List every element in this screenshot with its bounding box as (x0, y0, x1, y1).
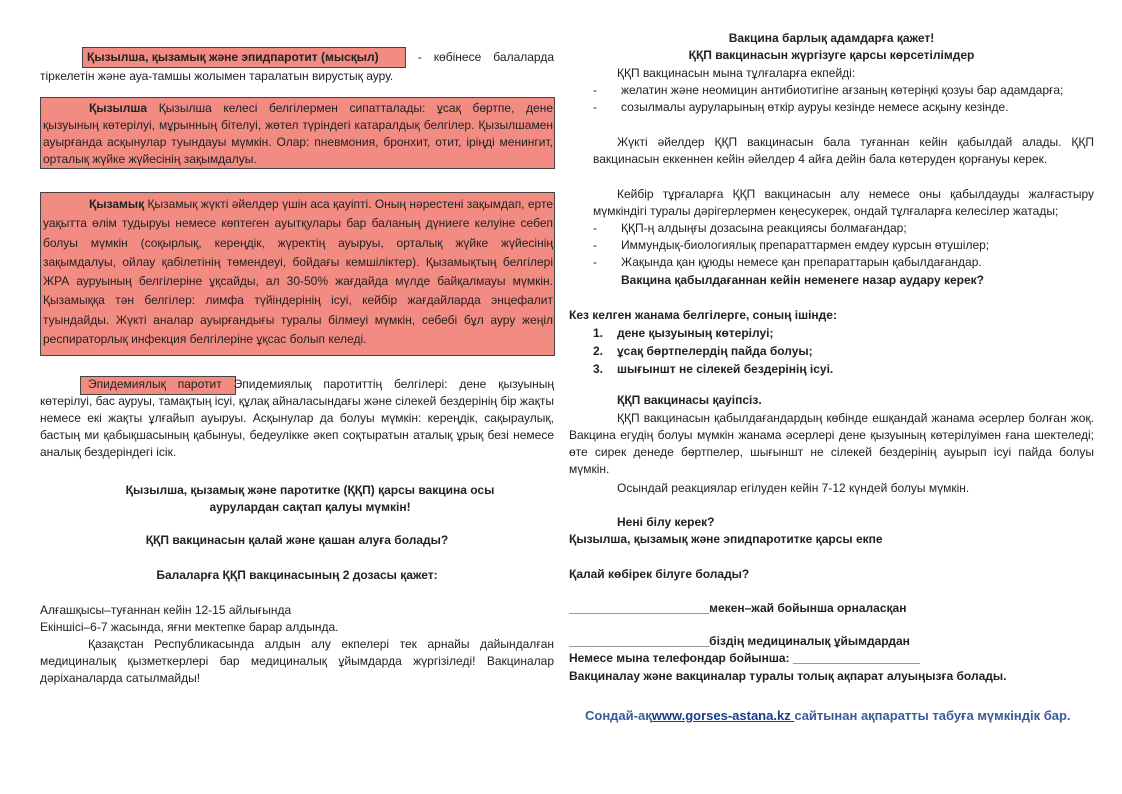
reactions-text: Осындай реакциялар егілуден кейін 7-12 күндей болуы мүмкін. (617, 481, 970, 495)
doctor-item: - ҚҚП-ң алдыңғы дозасына реакциясы болмағандар; (593, 220, 1093, 237)
safe-heading: ҚҚП вакцинасы қауіпсіз. (617, 393, 762, 407)
dose-1: Алғашқысы–туғаннан кейін 12-15 айлығында (40, 603, 292, 617)
measles-text: Қызылша келесі белгілермен сипатталады: ұсақ бөртпе, дене қызуының көтерілуі, мұрынның бітелуі, жөтел түріндегі катаралдық белгілер. Қызылшамен ауырғанда асқынулар туындауы мүмкін. Олар: пневмония, бронхит, отит, іріңді менингит, орталық жүйке жүйесінің зақымдалуы. (43, 101, 553, 166)
safe-paragraph: ҚҚП вакцинасын қабылдағандардың көбінде ешқандай жанама әсерлер болған жоқ. Вакцина егудің болуы мүмкін жанама әсерлері дене қызуының көтерілуімен ғана шектеледі; өте сирек денеде бөртпелер, шығыншт не сілекей бездерінің ауырып ісуі пайда болуы мүмкін. (569, 411, 1094, 476)
rubella-text: Қызамық жүкті әйелдер үшін аса қауіпті. Оның нәрестені зақымдап, ерте уақытта өлім тудыруы немесе көптеген ауытқулары бар баланың дүниеге келуіне себеп болуы мүмкін (соқырлық, кереңдік, жүректің ауыруы, орталық жүйке жүйесінің зақымдалуы, ойлау қабілетінің төмендеуі, бойдағы кемшіліктер). Қызамықтың белгілері ЖРА ауруының белгілеріне ұқсайды, ал 30-50% жағдайда мүлде байқалмауы мүмкін. Қызамыққа тән белгілер: лимфа түйіндерінің ісуі, кейбір жағдайларда энцефалит туындайды. Жүкті аналар ауырғандығы туралы білмеуі мүмкін, себебі бұл ауру жеңіл респираторлық инфекция белгілеріне ұқсас болып келеді. (43, 197, 553, 347)
measles-paragraph (41, 98, 554, 168)
full-info-text: Вакциналау және вакциналар туралы толық ақпарат алуыңызға болады. (569, 669, 1007, 683)
two-doses-heading: Балаларға ҚҚП вакцинасының 2 дозасы қажет: (156, 568, 438, 582)
doctor-item: - Жақында қан құюды немесе қан препараттарын қабылдағандар. (593, 254, 1093, 271)
dose-2: Екіншісі–6-7 жасында, яғни мектепке барар алдында. (40, 620, 339, 634)
contra-intro: ҚҚП вакцинасын мына тұлғаларға екпейді: (617, 66, 856, 80)
pregnant-paragraph: Жүкті әйелдер ҚҚП вакцинасын бала туғаннан кейін қабылдай алады. ҚҚП вакцинасын еккеннен кейін әйелдер 4 айға дейін бала көтеруден қорғануы керек. (593, 135, 1094, 166)
org-line: _____________________біздің медициналық ұйымдардан (569, 634, 910, 648)
contra-item: - желатин және неомицин антибиотигіне ағзаның көтеріңкі қозуы бар адамдарға; (593, 82, 1093, 99)
mumps-text: Эпидемиялық паротиттің белгілері: дене қызуының көтерілуі, бас ауруы, тамақтың ісуі, құлақ айналасындағы және сілекей бездерінің бір жақты немесе екі жақты ұлғайып ауыруы. Асқынулар да болуы мүмкін: кереңдік, сақыраулық, бастың ми қабықшасының қабынуы, бедеулікке әкеп соқтыратын аталық ұрық безі немесе аналық бездеріндегі ісік. (40, 377, 554, 459)
side-item: 1. дене қызуының көтерілуі; (593, 326, 774, 340)
footer-post: сайтынан ақпаратты табуға мүмкіндік бар. (794, 708, 1071, 723)
footer-pre: Сондай-ақ (585, 708, 652, 723)
right-title-1: Вакцина барлық адамдарға қажет! (728, 31, 935, 45)
mumps-title: Эпидемиялық паротит (88, 377, 234, 391)
rubella-title: Қызамық (89, 197, 145, 211)
address-line: _____________________мекен–жай бойынша орналасқан (569, 601, 907, 615)
rubella-box (40, 192, 555, 356)
website-link[interactable]: www.gorses-astana.kz (651, 708, 795, 723)
know-heading: Нені білу керек? (617, 515, 715, 529)
know-text: Қызылша, қызамық және эпидпаротитке қарсы екпе (569, 532, 883, 546)
doctor-list (593, 220, 1093, 271)
rubella-paragraph (41, 193, 554, 349)
kz-paragraph: Қазақстан Республикасында алдын алу екпелері тек арнайы дайындалған медициналық қызметкерлері бар медициналық ұйымдарда жүргізіледі! Вакциналар дәріханаларда сатылмайды! (40, 637, 554, 685)
contra-item: - созылмалы ауруларының өткір ауруы кезінде немесе асқыну кезінде. (593, 99, 1093, 116)
intro-highlight: Қызылша, қызамық және эпидпаротит (мысқыл) (82, 47, 406, 68)
learn-more-heading: Қалай көбірек білуге болады? (569, 567, 750, 581)
attention-heading: Вакцина қабылдағаннан кейін неменеге назар аудару керек? (621, 273, 984, 287)
measles-box (40, 97, 555, 169)
side-item: 2. ұсақ бөртпелердің пайда болуы; (593, 344, 813, 358)
doctor-paragraph: Кейбір тұрғаларға ҚҚП вакцинасын алу немесе оны қабылдауды жалғастыру мүмкіндігі туралы дәрігерлермен кеңесукерек, ондай тұлғаларға келесілер жатады; (593, 187, 1094, 218)
side-effects-heading: Кез келген жанама белгілерге, соның ішінде: (569, 308, 837, 322)
how-when-heading: ҚҚП вакцинасын қалай және қашан алуға болады? (145, 533, 449, 547)
contra-list (593, 82, 1093, 116)
measles-title: Қызылша (89, 101, 148, 115)
right-title-2: ҚҚП вакцинасын жүргізуге қарсы көрсетілімдер (688, 48, 975, 62)
mumps-paragraph (40, 376, 554, 461)
vaccine-protect-heading: Қызылша, қызамық және паротитке (ҚҚП) қарсы вакцина осы аурулардан сақтап қалуы мүмкін! (125, 483, 495, 514)
doctor-item: - Иммундық-биологиялық препараттармен емдеу курсын өтушілер; (593, 237, 1093, 254)
side-item: 3. шығыншт не сілекей бездерінің ісуі. (593, 362, 834, 376)
footer-line (585, 708, 1071, 723)
side-effects-list (593, 324, 1073, 378)
intro-paragraph (40, 47, 554, 85)
phone-line: Немесе мына телефондар бойынша: ___________________ (569, 651, 920, 665)
intro-rest: - көбінесе балаларда тіркелетін және ауа-тамшы жолымен таралатын вирустық ауру. (40, 50, 554, 83)
